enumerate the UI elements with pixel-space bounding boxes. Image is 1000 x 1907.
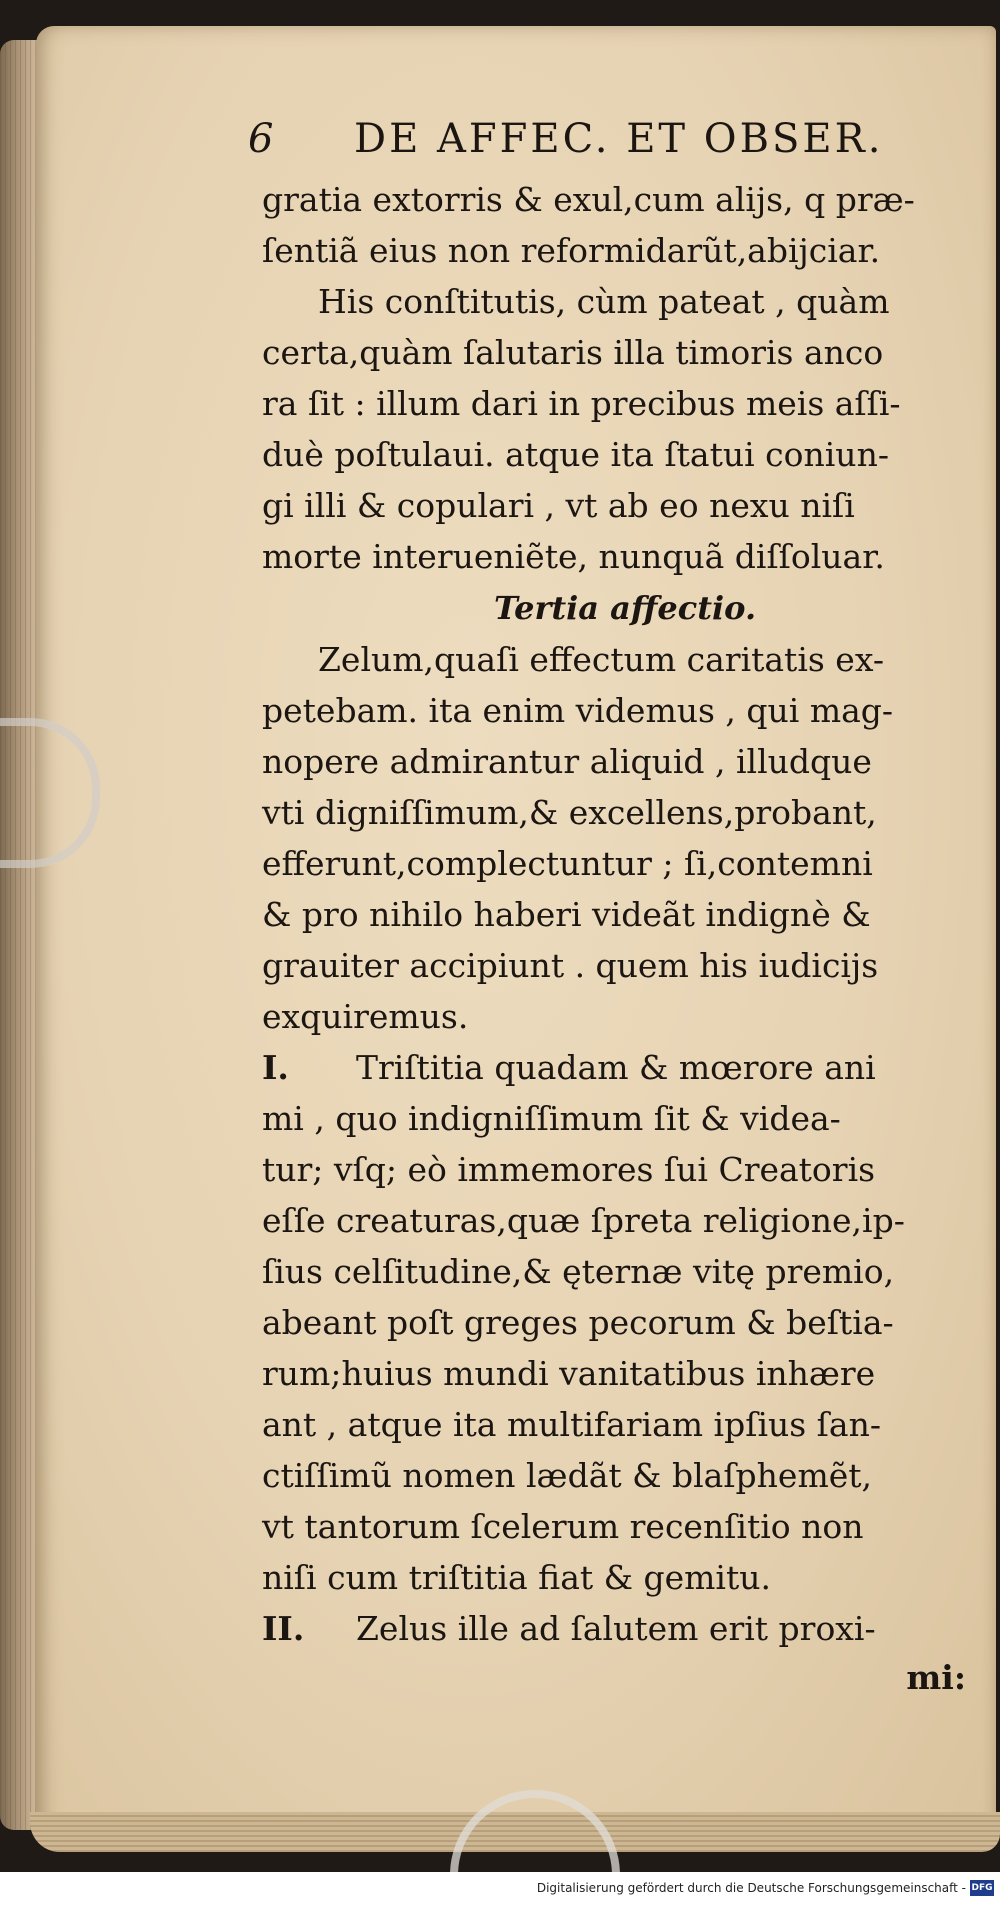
text-line: & pro nihilo haberi videãt indignè & — [262, 895, 871, 934]
text-line: ctiſſimũ nomen lædãt & blaſphemẽt, — [262, 1456, 873, 1495]
text-line: gratia extorris & exul,cum alijs, q præ- — [262, 180, 915, 219]
text-line: ant , atque ita multifariam ipſius ſan- — [262, 1405, 881, 1444]
text-line: niſi cum triſtitia fiat & gemitu. — [262, 1558, 771, 1597]
text-line: certa,quàm ſalutaris illa timoris anco — [262, 333, 884, 372]
text-line: His conſtitutis, cùm pateat , quàm — [318, 282, 890, 321]
text-line: duè poſtulaui. atque ita ſtatui coniun- — [262, 435, 889, 474]
running-head: DE AFFEC. ET OBSER. — [354, 116, 884, 162]
text-line: efferunt,complectuntur ; ſi,contemni — [262, 844, 873, 883]
page-number: 6 — [248, 116, 274, 162]
text-line: eſſe creaturas,quæ ſpreta religione,ip- — [262, 1201, 905, 1240]
text-line: abeant poſt greges pecorum & beſtia- — [262, 1303, 894, 1342]
text-line: morte interueniẽte, nunquã diſſoluar. — [262, 537, 885, 576]
dfg-logo: DFG — [970, 1880, 994, 1896]
text-line: ra ſit : illum dari in precibus meis aſſi- — [262, 384, 901, 423]
text-line: Triſtitia quadam & mœrore ani — [356, 1048, 876, 1087]
numbered-item-1 — [262, 1042, 972, 1603]
text-line: tur; vſq; eò immemores ſui Creatoris — [262, 1150, 876, 1189]
text-line: ſentiã eius non reformidarũt,abijciar. — [262, 231, 881, 270]
text-line: mi , quo indigniſſimum ſit & videa- — [262, 1099, 841, 1138]
page-text — [248, 110, 972, 1702]
text-line: nopere admirantur aliquid , illudque — [262, 742, 872, 781]
page-header — [248, 110, 972, 174]
text-line: vti digniſſimum,& excellens,probant, — [262, 793, 877, 832]
paragraph-2 — [262, 276, 972, 582]
text-line: rum;huius mundi vanitatibus inhære — [262, 1354, 876, 1393]
text-line: grauiter accipiunt . quem his iudicijs — [262, 946, 879, 985]
catchword: mi: — [906, 1658, 966, 1697]
text-line: vt tantorum ſcelerum recenſitio non — [262, 1507, 864, 1546]
item-first-line — [262, 1042, 972, 1093]
paragraph-1 — [262, 174, 972, 276]
section-heading: Tertia affectio. — [494, 589, 757, 627]
footer-bar — [0, 1872, 1000, 1907]
item-first-line — [262, 1603, 972, 1654]
text-line: exquiremus. — [262, 997, 469, 1036]
item-numeral: I. — [262, 1048, 289, 1087]
text-line: petebam. ita enim videmus , qui mag- — [262, 691, 894, 730]
text-line: Zelus ille ad ſalutem erit proxi- — [356, 1609, 876, 1648]
paragraph-3 — [262, 634, 972, 1042]
digitization-credit: Digitalisierung gefördert durch die Deutsche Forschungsgemeinschaft - — [536, 1881, 966, 1895]
text-line: gi illi & copulari , vt ab eo nexu niſi — [262, 486, 855, 525]
text-line: Zelum,quaſi effectum caritatis ex- — [318, 640, 885, 679]
text-line: ſius celſitudine,& ęternæ vitę premio, — [262, 1252, 895, 1291]
numbered-item-2 — [262, 1603, 972, 1654]
item-numeral: II. — [262, 1609, 305, 1648]
